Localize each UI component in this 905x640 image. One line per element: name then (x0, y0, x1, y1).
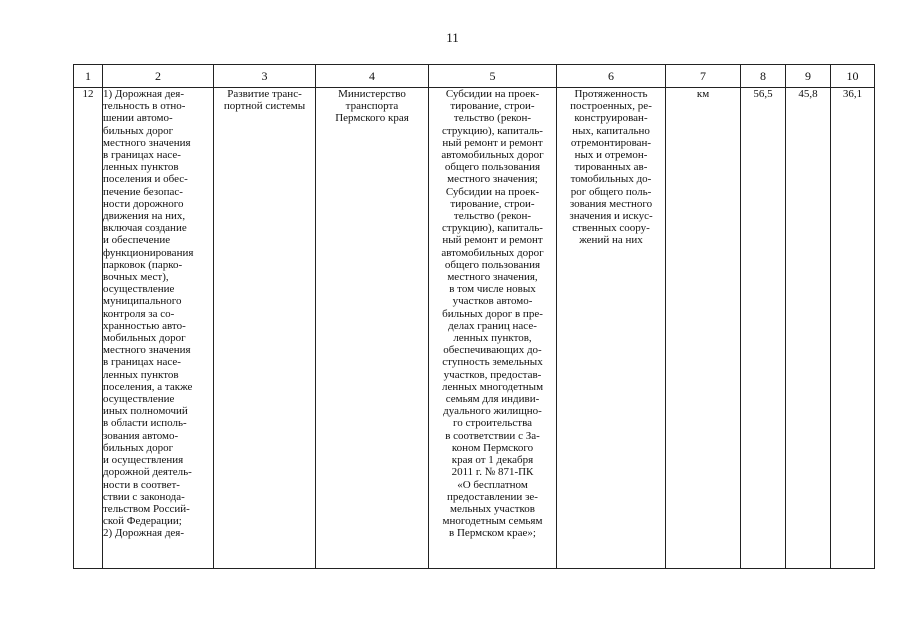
value-cell-2 (786, 88, 831, 569)
header-cell: 5 (429, 65, 557, 88)
header-cell: 10 (831, 65, 875, 88)
header-cell: 3 (214, 65, 316, 88)
value-2: 45,8 (798, 88, 818, 100)
header-cell: 2 (103, 65, 214, 88)
page-number: 11 (446, 30, 459, 45)
indicator-cell (557, 88, 666, 569)
header-cell: 6 (557, 65, 666, 88)
task-cell (103, 88, 214, 569)
header-cell: 7 (666, 65, 741, 88)
data-table (73, 64, 875, 569)
unit-text: км (696, 88, 710, 100)
value-3: 36,1 (842, 88, 863, 100)
table-row (74, 88, 875, 569)
subsidy-text: Субсидии на проек- тирование, строи- тельство (рекон- струкцию), капиталь- ный ремонт и ремонт автомобильных дорог общего пользования местного значения; Субсидии на проек- тирование, строи- тельство (рекон- струкцию), капиталь- ный ремонт и ремонт автомобильных дорог общего пользования местного значения, в том числе новых участков автомо- бильных дорог в пре- делах границ насе- ленных пунктов, обеспечивающих до- ступность земельных участков, предостав- ленных многодетным семьям для индиви- дуального жилищно- го строительства в соответствии с За- коном Пермского края от 1 декабря 2011 г. № 871-ПК «О бесплатном предоставлении зе- мельных участков многодетным семьям в Пермском крае»; (441, 88, 544, 540)
unit-cell (666, 88, 741, 569)
header-cell: 4 (316, 65, 429, 88)
task-text: 1) Дорожная дея- тельность в отно- шении автомо- бильных дорог местного значения в границах насе- ленных пунктов поселения и обес- печение безопас- ности дорожного движения на них, включая создание и обеспечение функционирования парковок (парко- вочных мест), осуществление муниципального контроля за со- хранностью авто- мобильных дорог местного значения в границах насе- ленных пунктов поселения, а также осуществление иных полномочий в области исполь- зования автомо- бильных дорог и осуществления дорожной деятель- ности в соответ- ствии с законода- тельством Россий- ской Федерации; 2) Дорожная дея- (103, 88, 194, 540)
header-cell: 1 (74, 65, 103, 88)
table-header-row (74, 65, 875, 88)
header-cell: 8 (741, 65, 786, 88)
row-id-cell (74, 88, 103, 569)
program-text: Развитие транс- портной системы (223, 88, 306, 113)
value-cell-3 (831, 88, 875, 569)
header-cell: 9 (786, 65, 831, 88)
row-id: 12 (82, 88, 94, 100)
subsidy-cell (429, 88, 557, 569)
indicator-text: Протяженность построенных, ре- конструирован- ных, капитально отремонтирован- ных и отремон- тированных ав- томобильных до- рог общего поль- зования местного значения и искус- ственных соору- жений на них (569, 88, 653, 247)
ministry-cell (316, 88, 429, 569)
value-1: 56,5 (753, 88, 773, 100)
program-cell (214, 88, 316, 569)
ministry-text: Министерство транспорта Пермского края (335, 88, 409, 125)
value-cell-1 (741, 88, 786, 569)
